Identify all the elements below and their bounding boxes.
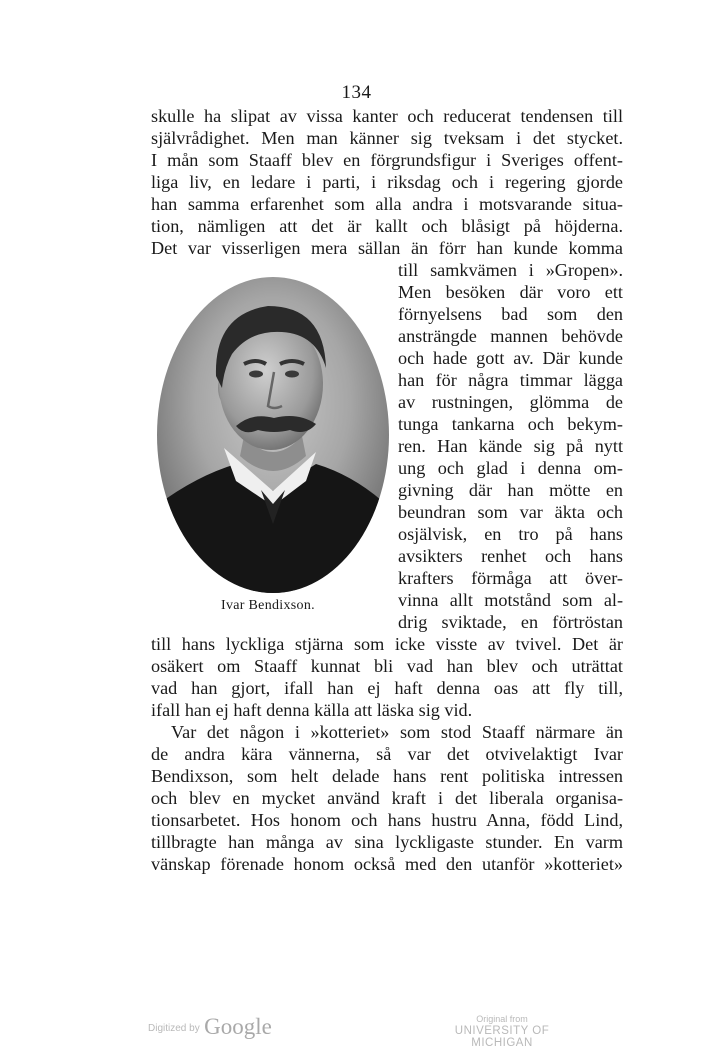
page-number: 134 bbox=[341, 82, 372, 103]
text-line: tunga tankarna och bekym- bbox=[398, 414, 623, 434]
text-line: förnyelsens bad som den bbox=[398, 304, 623, 324]
text-line: ung och glad i denna om- bbox=[398, 458, 623, 478]
text-line: Men besöken där voro ett bbox=[398, 282, 623, 302]
text-line: drig sviktade, en förtröstan bbox=[398, 612, 623, 632]
text-line: vinna allt motstånd som al- bbox=[398, 590, 623, 610]
original-from-label: Original from bbox=[476, 1014, 528, 1024]
digitized-by-watermark bbox=[148, 1014, 272, 1040]
text-line: tillbragte han många av sina lyckligaste stunder. En varm bbox=[151, 832, 623, 852]
original-from-watermark bbox=[430, 1014, 574, 1049]
text-line: tionsarbetet. Hos honom och hans hustru Anna, född Lind, bbox=[151, 810, 623, 830]
text-line: Bendixson, som helt delade hans rent politiska intressen bbox=[151, 766, 623, 786]
text-line: osäkert om Staaff kunnat bli vad han blev och uträttat bbox=[151, 656, 623, 676]
text-line: vänskap förenade honom också med den utanför »kotteriet» bbox=[151, 854, 623, 874]
text-line: ren. Han kände sig på nytt bbox=[398, 436, 623, 456]
text-line: vad han gjort, ifall han ej haft denna oas att fly till, bbox=[151, 678, 623, 698]
google-logo: Google bbox=[204, 1014, 272, 1039]
portrait-illustration bbox=[156, 276, 390, 594]
text-line: ansträngde mannen behövde bbox=[398, 326, 623, 346]
text-line: I mån som Staaff blev en förgrundsfigur i Sveriges offent- bbox=[151, 150, 623, 170]
text-line: skulle ha slipat av vissa kanter och reducerat tendensen till bbox=[151, 106, 623, 126]
text-line: de andra kära vännerna, så var det otvivelaktigt Ivar bbox=[151, 744, 623, 764]
text-line: till hans lyckliga stjärna som icke visste av tvivel. Det är bbox=[151, 634, 623, 654]
text-line: osjälvisk, en tro på hans bbox=[398, 524, 623, 544]
text-line: ifall han ej haft denna källa att läska sig vid. bbox=[151, 700, 473, 720]
portrait-photo bbox=[156, 276, 390, 594]
text-line: och hade gott av. Där kunde bbox=[398, 348, 623, 368]
text-line: han samma erfarenhet som alla andra i motsvarande situa- bbox=[151, 194, 623, 214]
text-line: han för några timmar lägga bbox=[398, 370, 623, 390]
digitized-by-label: Digitized by bbox=[148, 1023, 200, 1034]
text-line: liga liv, en ledare i parti, i riksdag och i regering gjorde bbox=[151, 172, 623, 192]
text-line: till samkvämen i »Gropen». bbox=[398, 260, 623, 280]
text-line: krafters förmåga att över- bbox=[398, 568, 623, 588]
text-line: Det var visserligen mera sällan än förr han kunde komma bbox=[151, 238, 623, 258]
text-line: givning där han mötte en bbox=[398, 480, 623, 500]
text-line: avsikters renhet och hans bbox=[398, 546, 623, 566]
text-line: självrådighet. Men man känner sig tveksam i det stycket. bbox=[151, 128, 623, 148]
text-line: Var det någon i »kotteriet» som stod Staaff närmare än bbox=[171, 722, 623, 742]
text-line: och blev en mycket använd kraft i det liberala organisa- bbox=[151, 788, 623, 808]
institution-label: UNIVERSITY OF MICHIGAN bbox=[454, 1025, 550, 1049]
portrait-caption: Ivar Bendixson. bbox=[221, 598, 315, 613]
text-line: beundran som var äkta och bbox=[398, 502, 623, 522]
text-line: av rustningen, glömma de bbox=[398, 392, 623, 412]
text-line: tion, nämligen att det är kallt och blåsigt på höjderna. bbox=[151, 216, 623, 236]
